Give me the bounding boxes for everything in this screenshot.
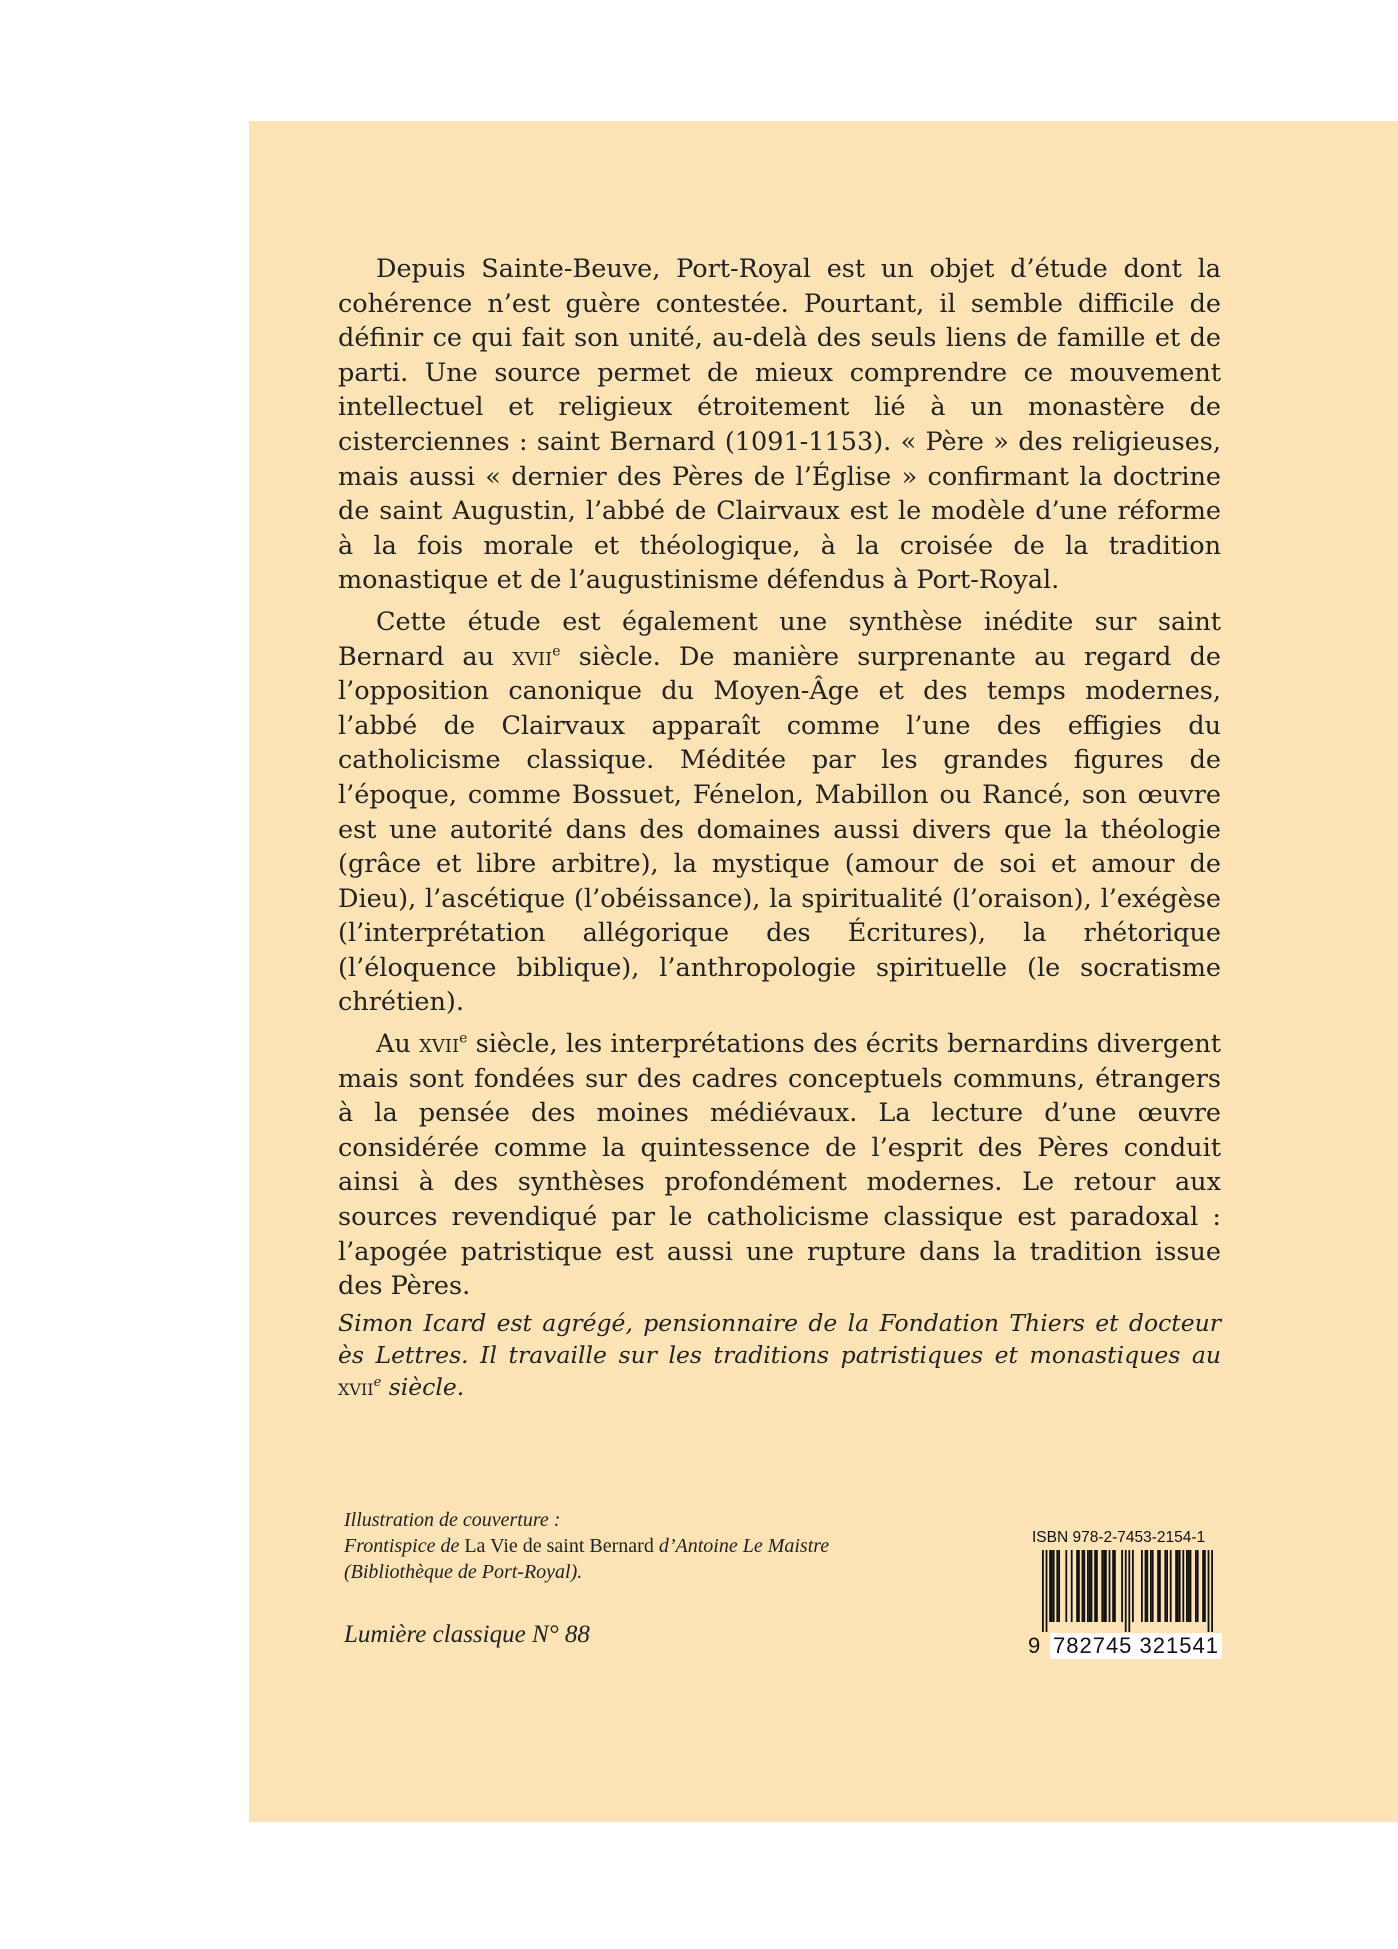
barcode-guard-bar: [1046, 1550, 1048, 1632]
century-superscript: e: [459, 1030, 468, 1047]
barcode-remaining-digits: 782745 321541: [1050, 1633, 1222, 1659]
barcode-bar: [1152, 1550, 1154, 1622]
barcode-bar: [1101, 1550, 1103, 1622]
barcode-bar: [1188, 1550, 1190, 1622]
barcode-bar: [1195, 1550, 1197, 1622]
century-numeral: xvii: [512, 641, 553, 672]
barcode-bar: [1150, 1550, 1152, 1622]
barcode-guard-bar: [1208, 1550, 1210, 1632]
barcode-bar: [1083, 1550, 1085, 1622]
barcode-guard-bar: [1211, 1550, 1213, 1632]
barcode-guard-bar: [1042, 1550, 1044, 1632]
barcode-bar: [1053, 1550, 1055, 1622]
barcode-bar: [1177, 1550, 1179, 1622]
barcode-bar: [1132, 1550, 1134, 1622]
barcode-bar: [1071, 1550, 1073, 1622]
barcode-bar: [1049, 1550, 1051, 1622]
blurb-paragraph-2: [338, 605, 1221, 1020]
barcode-bar: [1096, 1550, 1098, 1622]
author-note: [338, 1307, 1221, 1403]
barcode-bar: [1204, 1550, 1206, 1622]
barcode-icon: [1028, 1550, 1220, 1632]
blurb-paragraph-2-end: siècle. De manière surprenante au regard de l’opposition canonique du Moyen-Âge et des temps modernes, l’abbé de Clairvaux apparaît comme l’une des effigies du catholicisme classique. Méditée par les grandes figures de l’époque, comme Bossuet, Fénelon, Mabillon ou Rancé, son œuvre est une autorité dans des domaines aussi divers que la théologie (grâce et libre arbitre), la mystique (amour de soi et amour de Dieu), l’ascétique (l’obéissance), la spiritualité (l’oraison), l’exégèse (l’interprétation allégorique des Écritures), la rhétorique (l’éloquence biblique), l’anthropologie spirituelle (le socratisme chrétien).: [338, 641, 1221, 1018]
illustration-credit-heading: Illustration de couverture :: [344, 1509, 561, 1531]
barcode-bar: [1197, 1550, 1199, 1622]
barcode-bar: [1091, 1550, 1093, 1622]
barcode-digits: [1028, 1633, 1220, 1659]
barcode-bar: [1087, 1550, 1089, 1622]
barcode-guard-bar: [1128, 1550, 1130, 1632]
barcode-bar: [1051, 1550, 1053, 1622]
barcode-bar: [1164, 1550, 1166, 1622]
barcode-bar: [1146, 1550, 1148, 1622]
barcode-bar: [1076, 1550, 1078, 1622]
blurb-paragraph-3-start: Au: [376, 1029, 420, 1060]
barcode-bar: [1121, 1550, 1123, 1622]
barcode-bar: [1089, 1550, 1091, 1622]
illustration-credit-source: [344, 1533, 904, 1559]
illustration-credit-library: (Bibliothèque de Port-Royal).: [344, 1561, 583, 1583]
blurb-paragraph-2-start: Cette étude est également une synthèse inédite sur saint Bernard au: [338, 606, 1221, 672]
author-note-start: Simon Icard est agrégé, pensionnaire de la Fondation Thiers et docteur ès Lettres. Il travaille sur les traditions patristiques et monastiques au: [338, 1309, 1221, 1369]
barcode-bar: [1112, 1550, 1114, 1622]
barcode-bar: [1175, 1550, 1177, 1622]
barcode-bar: [1202, 1550, 1204, 1622]
century-superscript: e: [552, 643, 561, 660]
isbn-label: ISBN 978-2-7453-2154-1: [1032, 1529, 1206, 1546]
barcode-bar: [1105, 1550, 1107, 1622]
series-label: Lumière classique N° 88: [344, 1621, 590, 1648]
barcode-bar: [1082, 1550, 1084, 1622]
barcode-first-digit: 9: [1028, 1633, 1042, 1658]
barcode-bar: [1141, 1550, 1143, 1622]
barcode-bar: [1170, 1550, 1172, 1622]
barcode-bar: [1190, 1550, 1192, 1622]
century-superscript: e: [373, 1375, 382, 1391]
isbn-barcode-block: [1028, 1529, 1220, 1659]
barcode-bar: [1109, 1550, 1111, 1622]
barcode-guard-bar: [1125, 1550, 1127, 1632]
barcode-bar: [1186, 1550, 1188, 1622]
blurb-text: [338, 252, 1221, 1311]
barcode-bar: [1179, 1550, 1181, 1622]
blurb-paragraph-1: Depuis Sainte-Beuve, Port-Royal est un objet d’étude dont la cohérence n’est guère contestée. Pourtant, il semble difficile de définir ce qui fait son unité, au-delà des seuls liens de famille et de parti. Une source permet de mieux comprendre ce mouvement intellectuel et religieux étroitement lié à un monastère de cisterciennes : saint Bernard (1091-1153). « Père » des religieuses, mais aussi « dernier des Pères de l’Église » confirmant la doctrine de saint Augustin, l’abbé de Clairvaux est le modèle d’une réforme à la fois morale et théologique, à la croisée de la tradition monastique et de l’augustinisme défendus à Port-Royal.: [338, 254, 1221, 596]
barcode-bar: [1166, 1550, 1168, 1622]
illustration-credit-author: d’Antoine Le Maistre: [653, 1535, 830, 1557]
blurb-paragraph-3: [338, 1027, 1221, 1304]
illustration-credit: [344, 1507, 904, 1585]
barcode-bar: [1157, 1550, 1159, 1622]
illustration-book-title: La Vie de saint Bernard: [464, 1535, 654, 1557]
barcode-bar: [1058, 1550, 1060, 1622]
barcode-bar: [1182, 1550, 1184, 1622]
illustration-credit-prefix: Frontispice de: [344, 1535, 465, 1557]
barcode-bar: [1065, 1550, 1067, 1622]
barcode-bar: [1056, 1550, 1058, 1622]
century-numeral: xvii: [419, 1029, 460, 1060]
barcode-bar: [1078, 1550, 1080, 1622]
barcode-bar: [1114, 1550, 1116, 1622]
blurb-paragraph-3-end: siècle, les interprétations des écrits bernardins divergent mais sont fondées sur des cadres conceptuels communs, étrangers à la pensée des moines médiévaux. La lecture d’une œuvre considérée comme la quintessence de l’esprit des Pères conduit ainsi à des synthèses profondément modernes. Le retour aux sources revendiqué par le catholicisme classique est paradoxal : l’apogée patristique est aussi une rupture dans la tradition issue des Pères.: [338, 1029, 1221, 1302]
barcode-bar: [1094, 1550, 1096, 1622]
barcode-bar: [1145, 1550, 1147, 1622]
century-numeral: xvii: [338, 1373, 374, 1401]
barcode-bar: [1159, 1550, 1161, 1622]
author-note-end: siècle.: [381, 1373, 465, 1401]
barcode-bar: [1103, 1550, 1105, 1622]
